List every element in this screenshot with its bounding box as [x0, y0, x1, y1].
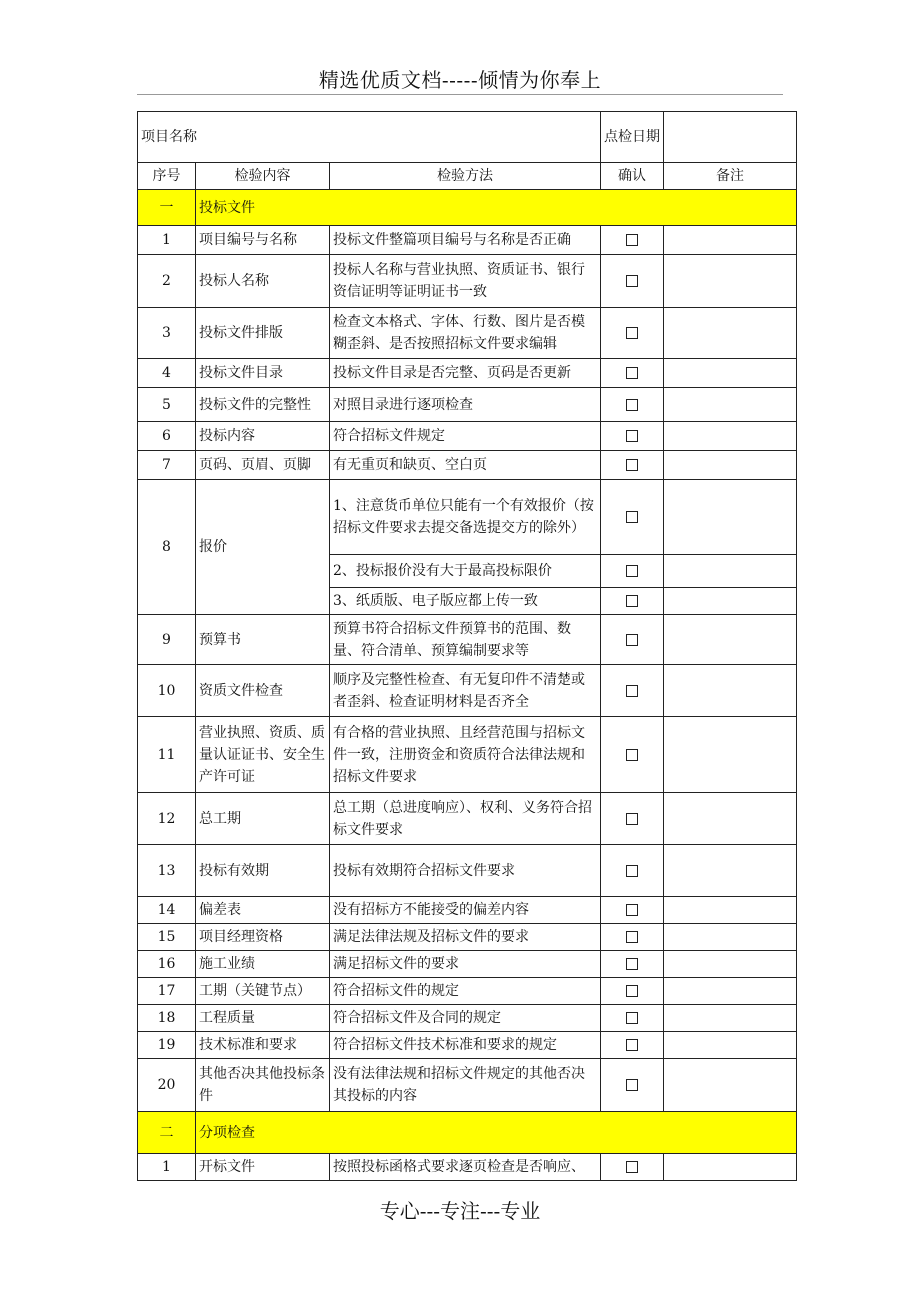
- row-content: 投标人名称: [196, 255, 330, 308]
- row-content: 技术标准和要求: [196, 1032, 330, 1059]
- remark-cell[interactable]: [664, 422, 797, 451]
- row-seq: 20: [138, 1059, 196, 1112]
- row-method: 有合格的营业执照、且经营范围与招标文件一致，注册资金和资质符合法律法规和招标文件要求: [330, 717, 601, 793]
- row-seq: 16: [138, 951, 196, 978]
- column-header-remark: 备注: [664, 163, 797, 190]
- table-row: [138, 1032, 797, 1059]
- row-seq: 15: [138, 924, 196, 951]
- row-seq: 11: [138, 717, 196, 793]
- section-title: 分项检查: [196, 1112, 797, 1154]
- confirm-checkbox[interactable]: [601, 255, 664, 308]
- confirm-checkbox[interactable]: [601, 951, 664, 978]
- inspection-checklist-table: [137, 111, 797, 1181]
- confirm-checkbox[interactable]: [601, 1154, 664, 1181]
- checkbox-icon[interactable]: [626, 749, 638, 761]
- confirm-checkbox[interactable]: [601, 480, 664, 555]
- checkbox-icon[interactable]: [626, 958, 638, 970]
- row-content: 预算书: [196, 615, 330, 665]
- row-seq: 17: [138, 978, 196, 1005]
- row-content: 投标文件目录: [196, 359, 330, 388]
- section-number: 二: [138, 1112, 196, 1154]
- row-seq: 8: [138, 480, 196, 615]
- row-content: 营业执照、资质、质量认证证书、安全生产许可证: [196, 717, 330, 793]
- checkbox-icon[interactable]: [626, 985, 638, 997]
- page-footer: 专心---专注---专业: [379, 1199, 541, 1223]
- remark-cell[interactable]: [664, 951, 797, 978]
- checkbox-icon[interactable]: [626, 430, 638, 442]
- table-row: [138, 1005, 797, 1032]
- inspection-date-label: 点检日期: [601, 112, 664, 163]
- row-content: 项目编号与名称: [196, 226, 330, 255]
- row-seq: 14: [138, 897, 196, 924]
- row-seq: 19: [138, 1032, 196, 1059]
- remark-cell[interactable]: [664, 1154, 797, 1181]
- table-row: [138, 845, 797, 897]
- row-content: 报价: [196, 480, 330, 615]
- table-row: [138, 255, 797, 308]
- table-row: [138, 308, 797, 359]
- row-seq: 4: [138, 359, 196, 388]
- remark-cell[interactable]: [664, 978, 797, 1005]
- checkbox-icon[interactable]: [626, 1039, 638, 1051]
- table-row: [138, 422, 797, 451]
- table-row: [138, 388, 797, 422]
- checkbox-icon[interactable]: [626, 1012, 638, 1024]
- row-method: 2、投标报价没有大于最高投标限价: [330, 555, 601, 588]
- remark-cell[interactable]: [664, 717, 797, 793]
- table-row: [138, 226, 797, 255]
- row-content: 其他否决其他投标条件: [196, 1059, 330, 1112]
- row-seq: 10: [138, 665, 196, 717]
- row-content: 投标文件排版: [196, 308, 330, 359]
- remark-cell[interactable]: [664, 451, 797, 480]
- row-method: 顺序及完整性检查、有无复印件不清楚或者歪斜、检查证明材料是否齐全: [330, 665, 601, 717]
- row-method: 符合招标文件的规定: [330, 978, 601, 1005]
- row-seq: 7: [138, 451, 196, 480]
- checkbox-icon[interactable]: [626, 399, 638, 411]
- confirm-checkbox[interactable]: [601, 555, 664, 588]
- table-row: [138, 793, 797, 845]
- checkbox-icon[interactable]: [626, 813, 638, 825]
- row-seq: 6: [138, 422, 196, 451]
- row-method: 符合招标文件及合同的规定: [330, 1005, 601, 1032]
- confirm-checkbox[interactable]: [601, 978, 664, 1005]
- row-method: 总工期（总进度响应）、权利、义务符合招标文件要求: [330, 793, 601, 845]
- confirm-checkbox[interactable]: [601, 793, 664, 845]
- remark-cell[interactable]: [664, 308, 797, 359]
- checkbox-icon[interactable]: [626, 685, 638, 697]
- table-row: [138, 451, 797, 480]
- remark-cell[interactable]: [664, 1032, 797, 1059]
- row-content: 总工期: [196, 793, 330, 845]
- row-content: 投标有效期: [196, 845, 330, 897]
- confirm-checkbox[interactable]: [601, 451, 664, 480]
- column-header-confirm: 确认: [601, 163, 664, 190]
- table-row: [138, 665, 797, 717]
- row-seq: 5: [138, 388, 196, 422]
- confirm-checkbox[interactable]: [601, 226, 664, 255]
- confirm-checkbox[interactable]: [601, 615, 664, 665]
- row-method: 1、注意货币单位只能有一个有效报价（按招标文件要求去提交备选提交方的除外）: [330, 480, 601, 555]
- remark-cell[interactable]: [664, 555, 797, 588]
- row-seq: 9: [138, 615, 196, 665]
- row-seq: 18: [138, 1005, 196, 1032]
- row-method: 3、纸质版、电子版应都上传一致: [330, 588, 601, 615]
- remark-cell[interactable]: [664, 665, 797, 717]
- confirm-checkbox[interactable]: [601, 717, 664, 793]
- checkbox-icon[interactable]: [626, 234, 638, 246]
- table-row: [138, 1059, 797, 1112]
- checkbox-icon[interactable]: [626, 634, 638, 646]
- row-content: 页码、页眉、页脚: [196, 451, 330, 480]
- row-method: 满足招标文件的要求: [330, 951, 601, 978]
- confirm-checkbox[interactable]: [601, 1005, 664, 1032]
- remark-cell[interactable]: [664, 1059, 797, 1112]
- row-method: 对照目录进行逐项检查: [330, 388, 601, 422]
- remark-cell[interactable]: [664, 793, 797, 845]
- row-seq: 2: [138, 255, 196, 308]
- remark-cell[interactable]: [664, 1005, 797, 1032]
- row-method: 投标文件目录是否完整、页码是否更新: [330, 359, 601, 388]
- table-row: [138, 717, 797, 793]
- section-header-row: [138, 1112, 797, 1154]
- row-method: 符合招标文件规定: [330, 422, 601, 451]
- checkbox-icon[interactable]: [626, 327, 638, 339]
- confirm-checkbox[interactable]: [601, 897, 664, 924]
- column-header-content: 检验内容: [196, 163, 330, 190]
- confirm-checkbox[interactable]: [601, 359, 664, 388]
- row-seq: 3: [138, 308, 196, 359]
- row-seq: 1: [138, 1154, 196, 1181]
- confirm-checkbox[interactable]: [601, 422, 664, 451]
- confirm-checkbox[interactable]: [601, 1059, 664, 1112]
- row-content: 开标文件: [196, 1154, 330, 1181]
- table-row: [138, 924, 797, 951]
- table-row: [138, 978, 797, 1005]
- checkbox-icon[interactable]: [626, 931, 638, 943]
- checkbox-icon[interactable]: [626, 1161, 638, 1173]
- row-method: 有无重页和缺页、空白页: [330, 451, 601, 480]
- section-header-row: [138, 190, 797, 226]
- confirm-checkbox[interactable]: [601, 388, 664, 422]
- row-method: 检查文本格式、字体、行数、图片是否模糊歪斜、是否按照招标文件要求编辑: [330, 308, 601, 359]
- row-method: 没有招标方不能接受的偏差内容: [330, 897, 601, 924]
- remark-cell[interactable]: [664, 480, 797, 555]
- remark-cell[interactable]: [664, 359, 797, 388]
- table-row: [138, 897, 797, 924]
- row-method: 预算书符合招标文件预算书的范围、数量、符合清单、预算编制要求等: [330, 615, 601, 665]
- column-header-seq: 序号: [138, 163, 196, 190]
- section-title: 投标文件: [196, 190, 797, 226]
- table-row: [138, 1154, 797, 1181]
- confirm-checkbox[interactable]: [601, 924, 664, 951]
- row-method: 投标文件整篇项目编号与名称是否正确: [330, 226, 601, 255]
- checkbox-icon[interactable]: [626, 275, 638, 287]
- row-method: 符合招标文件技术标准和要求的规定: [330, 1032, 601, 1059]
- table-row: [138, 480, 797, 555]
- table-row: [138, 615, 797, 665]
- remark-cell[interactable]: [664, 388, 797, 422]
- checkbox-icon[interactable]: [626, 904, 638, 916]
- remark-cell[interactable]: [664, 897, 797, 924]
- row-seq: 1: [138, 226, 196, 255]
- checkbox-icon[interactable]: [626, 459, 638, 471]
- header-divider: [137, 94, 783, 95]
- checkbox-icon[interactable]: [626, 865, 638, 877]
- row-content: 偏差表: [196, 897, 330, 924]
- row-content: 投标文件的完整性: [196, 388, 330, 422]
- row-content: 资质文件检查: [196, 665, 330, 717]
- confirm-checkbox[interactable]: [601, 665, 664, 717]
- row-content: 投标内容: [196, 422, 330, 451]
- row-content: 工程质量: [196, 1005, 330, 1032]
- remark-cell[interactable]: [664, 845, 797, 897]
- row-content: 施工业绩: [196, 951, 330, 978]
- remark-cell[interactable]: [664, 226, 797, 255]
- confirm-checkbox[interactable]: [601, 845, 664, 897]
- row-method: 按照投标函格式要求逐页检查是否响应、: [330, 1154, 601, 1181]
- inspection-date-value[interactable]: [664, 112, 797, 163]
- table-row: [138, 951, 797, 978]
- checkbox-icon[interactable]: [626, 565, 638, 577]
- row-seq: 12: [138, 793, 196, 845]
- table-row: [138, 359, 797, 388]
- column-header-method: 检验方法: [330, 163, 601, 190]
- page-header: 精选优质文档-----倾情为你奉上: [318, 68, 602, 92]
- remark-cell[interactable]: [664, 615, 797, 665]
- checkbox-icon[interactable]: [626, 367, 638, 379]
- row-seq: 13: [138, 845, 196, 897]
- section-number: 一: [138, 190, 196, 226]
- remark-cell[interactable]: [664, 255, 797, 308]
- row-method: 投标人名称与营业执照、资质证书、银行资信证明等证明证书一致: [330, 255, 601, 308]
- row-method: 投标有效期符合招标文件要求: [330, 845, 601, 897]
- project-name-label: 项目名称: [138, 112, 601, 163]
- confirm-checkbox[interactable]: [601, 308, 664, 359]
- row-content: 工期（关键节点）: [196, 978, 330, 1005]
- checkbox-icon[interactable]: [626, 511, 638, 523]
- remark-cell[interactable]: [664, 588, 797, 615]
- remark-cell[interactable]: [664, 924, 797, 951]
- row-content: 项目经理资格: [196, 924, 330, 951]
- checkbox-icon[interactable]: [626, 595, 638, 607]
- checkbox-icon[interactable]: [626, 1079, 638, 1091]
- row-method: 没有法律法规和招标文件规定的其他否决其投标的内容: [330, 1059, 601, 1112]
- confirm-checkbox[interactable]: [601, 1032, 664, 1059]
- row-method: 满足法律法规及招标文件的要求: [330, 924, 601, 951]
- confirm-checkbox[interactable]: [601, 588, 664, 615]
